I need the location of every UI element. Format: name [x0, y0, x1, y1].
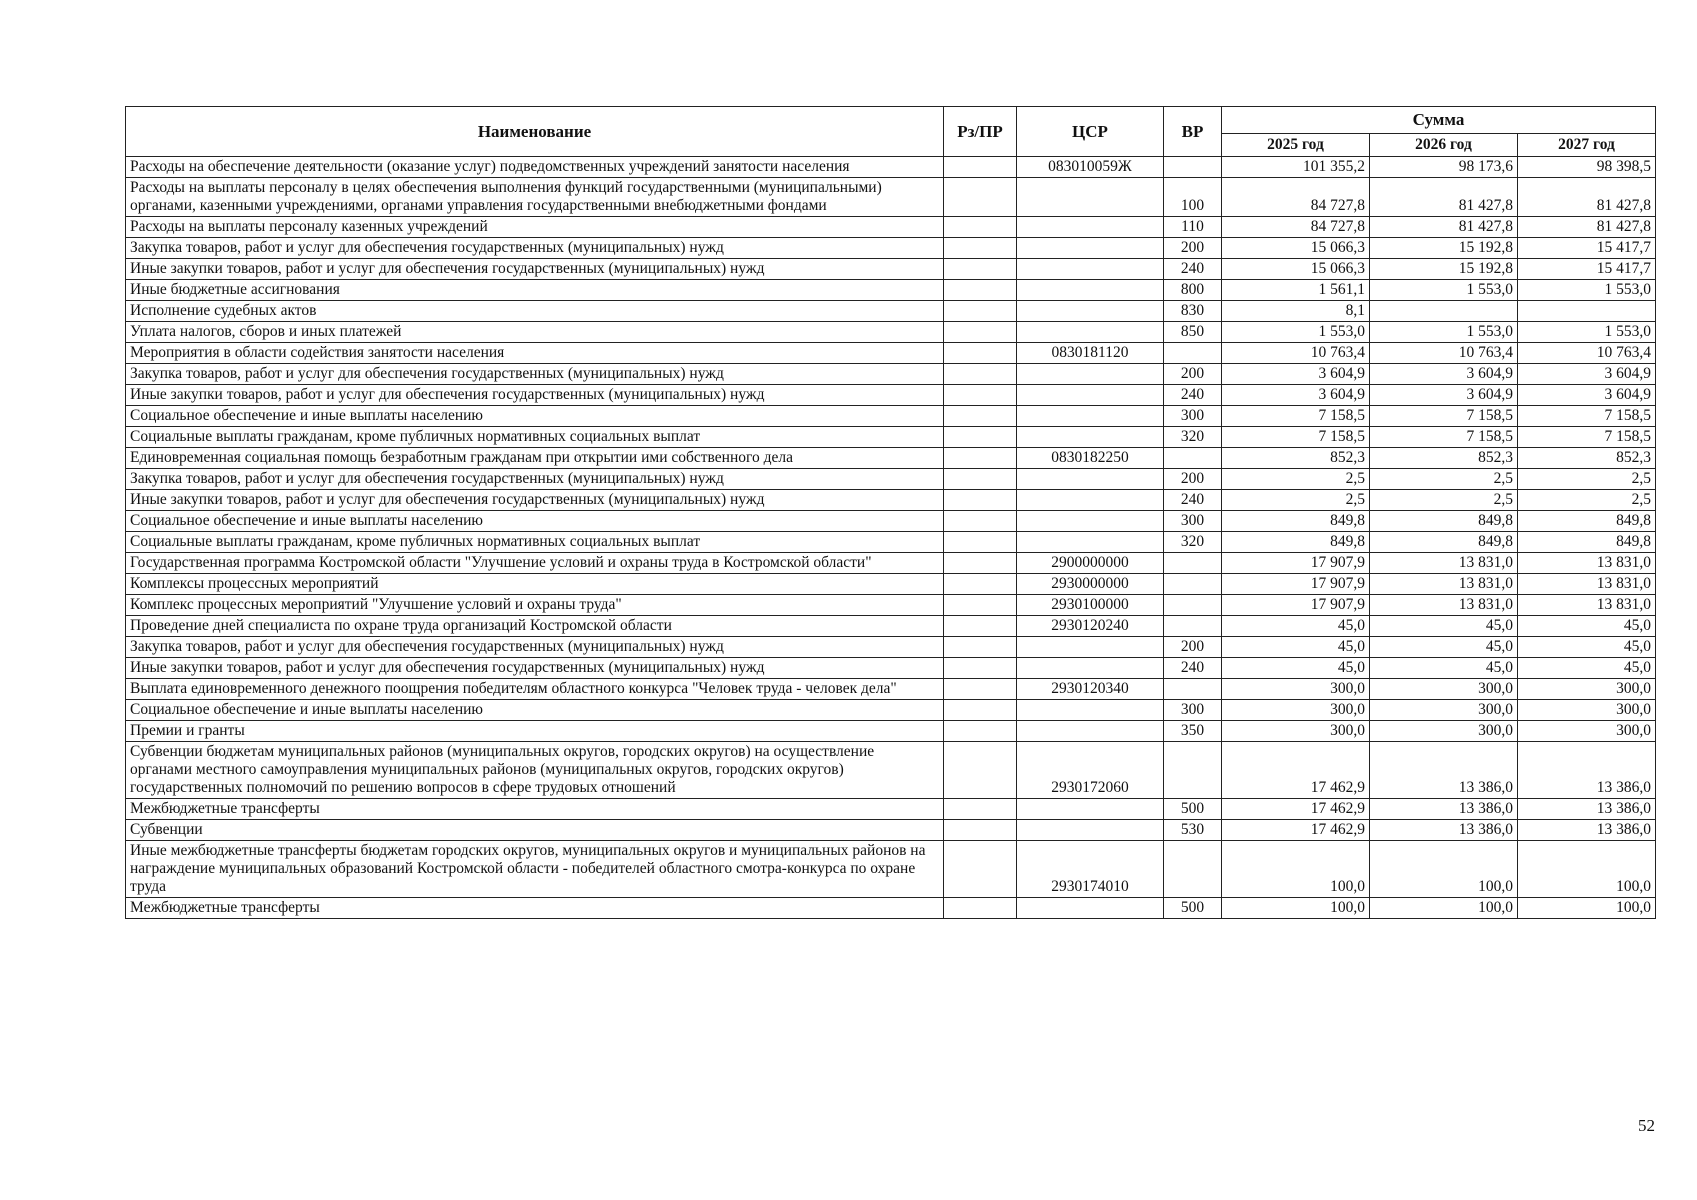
cell-csr [1017, 532, 1164, 553]
cell-2025: 300,0 [1222, 721, 1370, 742]
cell-2026: 15 192,8 [1370, 259, 1518, 280]
table-row [126, 841, 1656, 898]
table-row [126, 406, 1656, 427]
table-row [126, 280, 1656, 301]
cell-2027: 852,3 [1518, 448, 1656, 469]
cell-vr: 500 [1164, 898, 1222, 919]
header-year-2027: 2027 год [1518, 134, 1656, 157]
cell-2025: 852,3 [1222, 448, 1370, 469]
cell-2026: 7 158,5 [1370, 427, 1518, 448]
cell-rzpr [944, 511, 1017, 532]
cell-rzpr [944, 322, 1017, 343]
table-row [126, 721, 1656, 742]
cell-csr [1017, 406, 1164, 427]
cell-2027: 45,0 [1518, 616, 1656, 637]
cell-csr [1017, 469, 1164, 490]
cell-vr [1164, 742, 1222, 799]
cell-2025: 15 066,3 [1222, 259, 1370, 280]
cell-2027: 2,5 [1518, 469, 1656, 490]
table-row [126, 616, 1656, 637]
cell-name: Уплата налогов, сборов и иных платежей [126, 322, 944, 343]
table-row [126, 448, 1656, 469]
cell-csr [1017, 490, 1164, 511]
cell-2027: 13 386,0 [1518, 742, 1656, 799]
cell-2025: 17 907,9 [1222, 595, 1370, 616]
cell-2026: 81 427,8 [1370, 178, 1518, 217]
cell-vr [1164, 679, 1222, 700]
cell-2026: 2,5 [1370, 469, 1518, 490]
cell-2025: 300,0 [1222, 679, 1370, 700]
cell-rzpr [944, 841, 1017, 898]
cell-2027: 100,0 [1518, 841, 1656, 898]
table-row [126, 259, 1656, 280]
cell-rzpr [944, 301, 1017, 322]
cell-2027: 7 158,5 [1518, 427, 1656, 448]
cell-name: Закупка товаров, работ и услуг для обеспечения государственных (муниципальных) нужд [126, 238, 944, 259]
cell-rzpr [944, 721, 1017, 742]
cell-csr [1017, 385, 1164, 406]
cell-2026: 13 386,0 [1370, 742, 1518, 799]
cell-2025: 17 462,9 [1222, 820, 1370, 841]
cell-csr [1017, 799, 1164, 820]
cell-vr: 240 [1164, 385, 1222, 406]
cell-rzpr [944, 490, 1017, 511]
cell-name: Иные межбюджетные трансферты бюджетам городских округов, муниципальных округов и муниципальных районов на награждение муниципальных образований Костромской области - победителей областного смотра-конкурса по охране труда [126, 841, 944, 898]
cell-vr: 500 [1164, 799, 1222, 820]
cell-2027: 3 604,9 [1518, 385, 1656, 406]
cell-vr: 100 [1164, 178, 1222, 217]
cell-2026: 300,0 [1370, 700, 1518, 721]
cell-vr: 530 [1164, 820, 1222, 841]
cell-vr: 350 [1164, 721, 1222, 742]
cell-csr: 2930172060 [1017, 742, 1164, 799]
cell-csr [1017, 280, 1164, 301]
cell-2026: 45,0 [1370, 658, 1518, 679]
cell-rzpr [944, 427, 1017, 448]
cell-rzpr [944, 448, 1017, 469]
cell-2027: 3 604,9 [1518, 364, 1656, 385]
cell-csr [1017, 898, 1164, 919]
cell-vr: 200 [1164, 637, 1222, 658]
cell-2026: 7 158,5 [1370, 406, 1518, 427]
cell-2025: 84 727,8 [1222, 217, 1370, 238]
cell-2027: 15 417,7 [1518, 238, 1656, 259]
cell-name: Государственная программа Костромской области "Улучшение условий и охраны труда в Костромской области" [126, 553, 944, 574]
cell-csr [1017, 217, 1164, 238]
cell-csr [1017, 820, 1164, 841]
cell-vr [1164, 343, 1222, 364]
cell-2027: 1 553,0 [1518, 280, 1656, 301]
cell-2026: 1 553,0 [1370, 322, 1518, 343]
cell-rzpr [944, 595, 1017, 616]
cell-2025: 17 462,9 [1222, 742, 1370, 799]
cell-csr [1017, 178, 1164, 217]
cell-vr: 300 [1164, 700, 1222, 721]
cell-csr: 2930000000 [1017, 574, 1164, 595]
table-row [126, 595, 1656, 616]
budget-table [125, 106, 1656, 919]
cell-2027: 300,0 [1518, 721, 1656, 742]
cell-2027: 100,0 [1518, 898, 1656, 919]
cell-2025: 849,8 [1222, 532, 1370, 553]
cell-name: Единовременная социальная помощь безработным гражданам при открытии ими собственного дела [126, 448, 944, 469]
cell-2025: 3 604,9 [1222, 364, 1370, 385]
cell-name: Субвенции бюджетам муниципальных районов (муниципальных округов, городских округов) на осуществление органами местного самоуправления муниципальных районов (муниципальных округов, городских округов) государственных полномочий по решению вопросов в сфере трудовых отношений [126, 742, 944, 799]
table-row [126, 364, 1656, 385]
cell-2025: 849,8 [1222, 511, 1370, 532]
table-row [126, 178, 1656, 217]
cell-vr: 830 [1164, 301, 1222, 322]
cell-2026: 300,0 [1370, 721, 1518, 742]
cell-2026 [1370, 301, 1518, 322]
cell-csr [1017, 427, 1164, 448]
table-row [126, 658, 1656, 679]
cell-2026: 300,0 [1370, 679, 1518, 700]
cell-csr: 2900000000 [1017, 553, 1164, 574]
cell-csr [1017, 700, 1164, 721]
cell-rzpr [944, 343, 1017, 364]
cell-2026: 3 604,9 [1370, 364, 1518, 385]
cell-name: Комплекс процессных мероприятий "Улучшение условий и охраны труда" [126, 595, 944, 616]
cell-rzpr [944, 658, 1017, 679]
cell-vr: 110 [1164, 217, 1222, 238]
table-row [126, 742, 1656, 799]
cell-name: Расходы на выплаты персоналу в целях обеспечения выполнения функций государственными (муниципальными) органами, казенными учреждениями, органами управления государственными внебюджетными фондами [126, 178, 944, 217]
cell-name: Закупка товаров, работ и услуг для обеспечения государственных (муниципальных) нужд [126, 364, 944, 385]
cell-2027: 849,8 [1518, 532, 1656, 553]
cell-csr [1017, 301, 1164, 322]
cell-2025: 7 158,5 [1222, 406, 1370, 427]
cell-rzpr [944, 616, 1017, 637]
cell-vr [1164, 157, 1222, 178]
cell-2025: 15 066,3 [1222, 238, 1370, 259]
cell-name: Иные закупки товаров, работ и услуг для обеспечения государственных (муниципальных) нужд [126, 490, 944, 511]
cell-rzpr [944, 178, 1017, 217]
cell-2025: 17 907,9 [1222, 553, 1370, 574]
header-csr: ЦСР [1017, 107, 1164, 157]
cell-vr: 240 [1164, 259, 1222, 280]
header-sum: Сумма [1222, 107, 1656, 134]
cell-vr [1164, 448, 1222, 469]
cell-rzpr [944, 280, 1017, 301]
cell-2027: 13 831,0 [1518, 553, 1656, 574]
cell-2026: 852,3 [1370, 448, 1518, 469]
cell-2025: 8,1 [1222, 301, 1370, 322]
cell-2026: 100,0 [1370, 898, 1518, 919]
cell-rzpr [944, 700, 1017, 721]
cell-2027: 81 427,8 [1518, 178, 1656, 217]
cell-rzpr [944, 469, 1017, 490]
cell-name: Социальные выплаты гражданам, кроме публичных нормативных социальных выплат [126, 532, 944, 553]
cell-vr [1164, 553, 1222, 574]
cell-2027: 10 763,4 [1518, 343, 1656, 364]
cell-name: Социальное обеспечение и иные выплаты населению [126, 700, 944, 721]
cell-rzpr [944, 742, 1017, 799]
cell-name: Проведение дней специалиста по охране труда организаций Костромской области [126, 616, 944, 637]
table-row [126, 898, 1656, 919]
cell-2026: 81 427,8 [1370, 217, 1518, 238]
table-row [126, 385, 1656, 406]
cell-2027: 98 398,5 [1518, 157, 1656, 178]
cell-2027: 81 427,8 [1518, 217, 1656, 238]
cell-name: Премии и гранты [126, 721, 944, 742]
cell-csr: 2930120240 [1017, 616, 1164, 637]
cell-name: Иные закупки товаров, работ и услуг для обеспечения государственных (муниципальных) нужд [126, 259, 944, 280]
cell-csr: 0830181120 [1017, 343, 1164, 364]
table-row [126, 511, 1656, 532]
cell-2026: 1 553,0 [1370, 280, 1518, 301]
table-row [126, 820, 1656, 841]
cell-rzpr [944, 157, 1017, 178]
cell-rzpr [944, 637, 1017, 658]
cell-rzpr [944, 364, 1017, 385]
cell-2025: 1 561,1 [1222, 280, 1370, 301]
cell-2026: 849,8 [1370, 532, 1518, 553]
cell-name: Расходы на выплаты персоналу казенных учреждений [126, 217, 944, 238]
cell-2025: 10 763,4 [1222, 343, 1370, 364]
header-year-2026: 2026 год [1370, 134, 1518, 157]
cell-vr [1164, 616, 1222, 637]
cell-2025: 100,0 [1222, 841, 1370, 898]
cell-vr: 200 [1164, 469, 1222, 490]
cell-csr [1017, 658, 1164, 679]
cell-rzpr [944, 385, 1017, 406]
cell-name: Социальное обеспечение и иные выплаты населению [126, 511, 944, 532]
cell-2027: 13 386,0 [1518, 799, 1656, 820]
table-row [126, 700, 1656, 721]
cell-name: Выплата единовременного денежного поощрения победителям областного конкурса "Человек труда - человек дела" [126, 679, 944, 700]
cell-2026: 45,0 [1370, 616, 1518, 637]
cell-2025: 2,5 [1222, 469, 1370, 490]
cell-2026: 98 173,6 [1370, 157, 1518, 178]
cell-2027: 7 158,5 [1518, 406, 1656, 427]
cell-name: Исполнение судебных актов [126, 301, 944, 322]
cell-2025: 17 907,9 [1222, 574, 1370, 595]
cell-name: Межбюджетные трансферты [126, 799, 944, 820]
table-row [126, 679, 1656, 700]
cell-csr [1017, 238, 1164, 259]
cell-2026: 13 386,0 [1370, 820, 1518, 841]
cell-csr: 0830182250 [1017, 448, 1164, 469]
table-row [126, 217, 1656, 238]
cell-csr [1017, 637, 1164, 658]
table-row [126, 157, 1656, 178]
cell-csr: 2930120340 [1017, 679, 1164, 700]
cell-2027: 849,8 [1518, 511, 1656, 532]
table-row [126, 343, 1656, 364]
cell-name: Иные закупки товаров, работ и услуг для обеспечения государственных (муниципальных) нужд [126, 385, 944, 406]
cell-name: Социальное обеспечение и иные выплаты населению [126, 406, 944, 427]
table-row [126, 637, 1656, 658]
header-year-2025: 2025 год [1222, 134, 1370, 157]
cell-2025: 7 158,5 [1222, 427, 1370, 448]
header-vr: ВР [1164, 107, 1222, 157]
cell-2027: 13 831,0 [1518, 574, 1656, 595]
page-number: 52 [1638, 1116, 1655, 1135]
cell-name: Иные бюджетные ассигнования [126, 280, 944, 301]
cell-vr: 320 [1164, 532, 1222, 553]
cell-csr: 083010059Ж [1017, 157, 1164, 178]
cell-vr: 200 [1164, 364, 1222, 385]
cell-name: Комплексы процессных мероприятий [126, 574, 944, 595]
cell-csr [1017, 364, 1164, 385]
table-row [126, 238, 1656, 259]
cell-name: Межбюджетные трансферты [126, 898, 944, 919]
cell-vr: 850 [1164, 322, 1222, 343]
cell-2025: 17 462,9 [1222, 799, 1370, 820]
table-row [126, 490, 1656, 511]
header-name: Наименование [126, 107, 944, 157]
cell-vr: 240 [1164, 658, 1222, 679]
cell-2026: 10 763,4 [1370, 343, 1518, 364]
cell-vr [1164, 841, 1222, 898]
cell-2027: 300,0 [1518, 700, 1656, 721]
cell-rzpr [944, 679, 1017, 700]
table-body [126, 157, 1656, 919]
cell-name: Расходы на обеспечение деятельности (оказание услуг) подведомственных учреждений занятости населения [126, 157, 944, 178]
cell-csr [1017, 259, 1164, 280]
cell-csr [1017, 511, 1164, 532]
cell-2026: 2,5 [1370, 490, 1518, 511]
cell-2025: 100,0 [1222, 898, 1370, 919]
cell-vr: 300 [1164, 406, 1222, 427]
cell-2027: 45,0 [1518, 637, 1656, 658]
cell-vr: 200 [1164, 238, 1222, 259]
table-row [126, 574, 1656, 595]
cell-vr: 800 [1164, 280, 1222, 301]
cell-2026: 849,8 [1370, 511, 1518, 532]
cell-rzpr [944, 259, 1017, 280]
cell-csr [1017, 322, 1164, 343]
cell-2026: 45,0 [1370, 637, 1518, 658]
cell-name: Закупка товаров, работ и услуг для обеспечения государственных (муниципальных) нужд [126, 469, 944, 490]
cell-2025: 3 604,9 [1222, 385, 1370, 406]
cell-csr: 2930100000 [1017, 595, 1164, 616]
cell-2025: 84 727,8 [1222, 178, 1370, 217]
cell-2025: 45,0 [1222, 658, 1370, 679]
cell-vr: 320 [1164, 427, 1222, 448]
cell-2025: 1 553,0 [1222, 322, 1370, 343]
cell-rzpr [944, 820, 1017, 841]
cell-vr: 300 [1164, 511, 1222, 532]
cell-2027 [1518, 301, 1656, 322]
cell-vr [1164, 595, 1222, 616]
cell-2026: 13 386,0 [1370, 799, 1518, 820]
cell-2027: 45,0 [1518, 658, 1656, 679]
cell-2027: 13 386,0 [1518, 820, 1656, 841]
cell-2027: 15 417,7 [1518, 259, 1656, 280]
cell-name: Закупка товаров, работ и услуг для обеспечения государственных (муниципальных) нужд [126, 637, 944, 658]
table-row [126, 427, 1656, 448]
cell-2026: 15 192,8 [1370, 238, 1518, 259]
table-row [126, 301, 1656, 322]
cell-rzpr [944, 217, 1017, 238]
cell-rzpr [944, 532, 1017, 553]
cell-rzpr [944, 406, 1017, 427]
cell-name: Субвенции [126, 820, 944, 841]
cell-vr [1164, 574, 1222, 595]
cell-name: Иные закупки товаров, работ и услуг для обеспечения государственных (муниципальных) нужд [126, 658, 944, 679]
cell-csr [1017, 721, 1164, 742]
table-row [126, 469, 1656, 490]
cell-2026: 13 831,0 [1370, 574, 1518, 595]
cell-2026: 3 604,9 [1370, 385, 1518, 406]
cell-2025: 101 355,2 [1222, 157, 1370, 178]
cell-2026: 100,0 [1370, 841, 1518, 898]
table-row [126, 532, 1656, 553]
table-row [126, 553, 1656, 574]
cell-2027: 1 553,0 [1518, 322, 1656, 343]
cell-rzpr [944, 238, 1017, 259]
table-row [126, 799, 1656, 820]
cell-rzpr [944, 799, 1017, 820]
cell-2025: 300,0 [1222, 700, 1370, 721]
table-row [126, 322, 1656, 343]
cell-2026: 13 831,0 [1370, 553, 1518, 574]
cell-csr: 2930174010 [1017, 841, 1164, 898]
cell-2025: 45,0 [1222, 637, 1370, 658]
cell-2027: 300,0 [1518, 679, 1656, 700]
header-rzpr: Рз/ПР [944, 107, 1017, 157]
cell-vr: 240 [1164, 490, 1222, 511]
cell-2026: 13 831,0 [1370, 595, 1518, 616]
cell-2025: 45,0 [1222, 616, 1370, 637]
cell-2027: 2,5 [1518, 490, 1656, 511]
cell-2027: 13 831,0 [1518, 595, 1656, 616]
cell-name: Мероприятия в области содействия занятости населения [126, 343, 944, 364]
cell-rzpr [944, 898, 1017, 919]
cell-2025: 2,5 [1222, 490, 1370, 511]
cell-rzpr [944, 574, 1017, 595]
cell-rzpr [944, 553, 1017, 574]
cell-name: Социальные выплаты гражданам, кроме публичных нормативных социальных выплат [126, 427, 944, 448]
